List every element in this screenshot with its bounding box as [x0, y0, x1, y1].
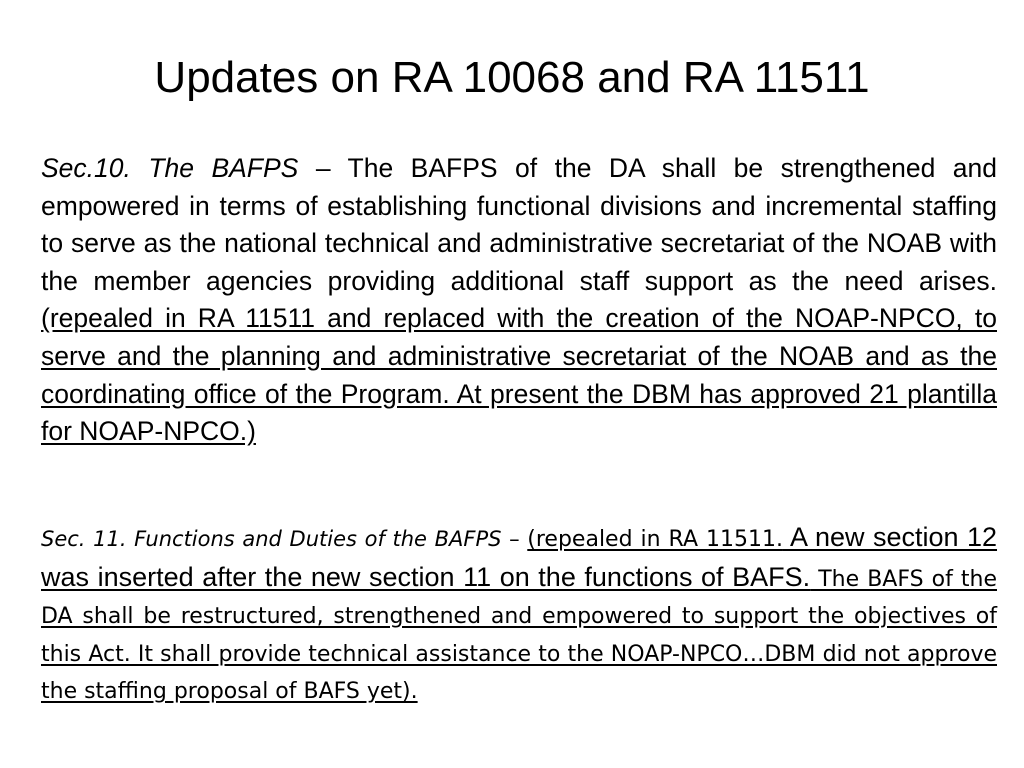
section-10-dash: – [298, 153, 348, 183]
section-11-paragraph [41, 519, 997, 711]
section-11-dash: – [501, 527, 528, 551]
section-11-heading: Sec. 11. Functions and Duties of the BAFPS [41, 527, 502, 551]
section-10-paragraph [41, 150, 997, 451]
section-10-repeal-note: (repealed in RA 11511 and replaced with the creation of the NOAP-NPCO, to serve and the planning and administrative secretariat of the NOAB and as the coordinating office of the Program. At present the DBM has approved 21 plantilla for NOAP-NPCO.) [41, 303, 997, 447]
section-11-repeal-note: (repealed in RA 11511. [527, 527, 783, 552]
section-10-body: The BAFPS of the DA shall be strengthened and empowered in terms of establishing functional divisions and incremental staffing to serve as the national technical and administrative secretariat of the NOAB with the member agencies providing additional staff support as the need arises. [41, 153, 997, 296]
section-10-heading: Sec.10. The BAFPS [41, 153, 299, 183]
section-11-new-section-note: A new section 12 was inserted after the new section 11 on the functions of BAFS. [41, 522, 998, 592]
slide-title: Updates on RA 10068 and RA 11511 [154, 53, 870, 102]
section-11-bafs-note: The BAFS of the DA shall be restructured, strengthened and empowered to support the objectives of this Act. It shall provide technical assistance to the NOAP-NPCO…DBM did not approve the staffing proposal of BAFS yet). [41, 566, 997, 704]
